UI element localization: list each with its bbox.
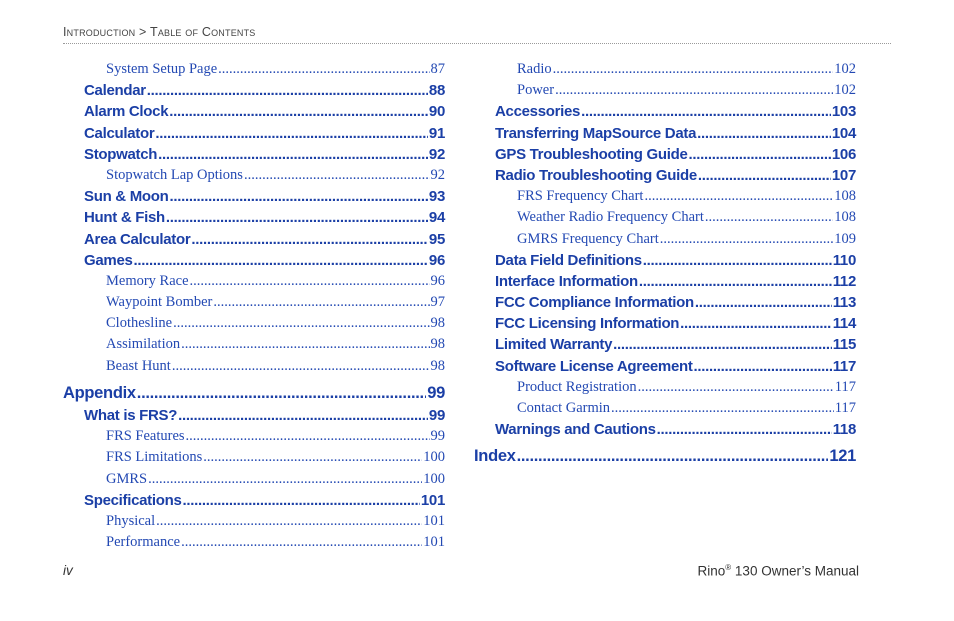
toc-entry[interactable] (495, 165, 856, 186)
toc-entry-page: 87 (430, 61, 445, 77)
toc-entry-page: 94 (428, 209, 445, 227)
toc-entry-title: FRS Frequency Chart (517, 188, 644, 205)
page-number: iv (63, 563, 73, 578)
dot-leader (698, 165, 831, 186)
toc-entry-title: GMRS (106, 470, 148, 487)
toc-entry-page: 109 (834, 230, 856, 247)
toc-entry[interactable] (495, 334, 856, 355)
toc-entry-title: FRS Features (106, 428, 185, 445)
dot-leader (244, 165, 430, 186)
toc-entry-title: Calculator (84, 124, 155, 142)
toc-column-right (474, 59, 856, 468)
toc-entry[interactable] (84, 405, 445, 426)
toc-entry-page: 115 (832, 336, 856, 354)
dot-leader (555, 80, 833, 101)
toc-entry-page: 99 (428, 407, 445, 424)
toc-entry-title: Alarm Clock (84, 103, 169, 121)
toc-entry-title: Appendix (63, 383, 136, 402)
toc-entry-page: 107 (831, 166, 856, 184)
toc-entry-title: Area Calculator (84, 230, 191, 248)
dot-leader (181, 532, 422, 553)
toc-entry-page: 92 (430, 166, 445, 183)
dot-leader (172, 356, 430, 377)
dot-leader (156, 511, 422, 532)
dot-leader (638, 377, 834, 398)
toc-entry-title: Radio (517, 61, 552, 77)
toc-entry[interactable] (84, 334, 445, 355)
dot-leader (694, 356, 832, 377)
toc-entry-page: 101 (420, 491, 445, 509)
toc-entry-title: Stopwatch Lap Options (106, 166, 243, 183)
dot-leader (660, 229, 833, 250)
manual-title (698, 563, 860, 579)
toc-column-left (63, 59, 445, 553)
toc-entry[interactable] (495, 186, 856, 207)
dot-leader (158, 144, 428, 165)
toc-entry[interactable] (84, 101, 445, 122)
toc-entry-title: Calendar (84, 82, 146, 100)
toc-entry-page: 106 (831, 145, 856, 163)
toc-entry-page: 90 (428, 103, 445, 121)
dot-leader (517, 446, 829, 467)
toc-entry-title: Data Field Definitions (495, 251, 642, 269)
dot-leader (644, 186, 833, 207)
toc-entry[interactable] (495, 313, 856, 334)
toc-entry-page: 102 (834, 82, 856, 99)
toc-entry-page: 117 (832, 357, 856, 375)
toc-entry-page: 99 (427, 383, 445, 402)
toc-entry-page: 102 (834, 61, 856, 77)
manual-name: 130 Owner’s Manual (731, 563, 859, 579)
toc-entry-title: FCC Compliance Information (495, 294, 694, 312)
header-divider (63, 43, 891, 44)
dot-leader (181, 334, 429, 355)
toc-entry[interactable] (84, 144, 445, 165)
toc-entry[interactable] (84, 511, 445, 532)
toc-entry[interactable] (495, 59, 856, 80)
dot-leader (134, 250, 428, 271)
toc-entry-title: Games (84, 251, 133, 269)
dot-leader (166, 207, 428, 228)
dot-leader (169, 186, 427, 207)
toc-entry[interactable] (84, 229, 445, 250)
toc-entry[interactable] (84, 356, 445, 377)
toc-entry-page: 101 (423, 512, 445, 529)
dot-leader (581, 101, 831, 122)
toc-entry-page: 113 (832, 294, 856, 312)
dot-leader (186, 426, 430, 447)
toc-entry[interactable] (495, 398, 856, 419)
dot-leader (148, 469, 422, 490)
dot-leader (613, 334, 832, 355)
dot-leader (611, 398, 834, 419)
toc-entry-page: 88 (428, 82, 445, 100)
product-name: Rino (697, 563, 726, 579)
dot-leader (203, 447, 422, 468)
toc-entry-title: Limited Warranty (495, 336, 613, 354)
toc-entry-title: Index (474, 447, 516, 466)
toc-entry-page: 121 (829, 447, 856, 466)
toc-entry[interactable] (84, 426, 445, 447)
toc-entry[interactable] (84, 469, 445, 490)
toc-entry-title: Waypoint Bomber (106, 294, 213, 311)
toc-entry-page: 95 (428, 230, 445, 248)
dot-leader (680, 313, 832, 334)
toc-entry[interactable] (495, 377, 856, 398)
toc-entry-title: What is FRS? (84, 407, 178, 424)
toc-entry-page: 96 (430, 272, 445, 289)
toc-entry[interactable] (495, 271, 856, 292)
toc-entry-title: Performance (106, 534, 181, 551)
toc-entry-page: 104 (831, 124, 856, 142)
toc-entry-title: Warnings and Cautions (495, 421, 656, 439)
toc-entry[interactable] (84, 250, 445, 271)
toc-entry-page: 96 (428, 251, 445, 269)
toc-entry-page: 100 (423, 470, 445, 487)
toc-entry-title: GPS Troubleshooting Guide (495, 145, 688, 163)
toc-entry[interactable] (495, 123, 856, 144)
toc-entry-page: 114 (832, 315, 856, 333)
toc-entry[interactable] (63, 383, 445, 404)
toc-entry-title: GMRS Frequency Chart (517, 230, 659, 247)
toc-entry[interactable] (495, 80, 856, 101)
toc-entry-title: FRS Limitations (106, 449, 203, 466)
breadcrumb: Introduction > Table of Contents (63, 25, 256, 39)
toc-entry[interactable] (495, 229, 856, 250)
toc-entry[interactable] (84, 313, 445, 334)
dot-leader (643, 250, 832, 271)
dot-leader (553, 59, 834, 80)
toc-entry[interactable] (84, 532, 445, 553)
dot-leader (191, 229, 428, 250)
toc-entry-title: Accessories (495, 103, 581, 121)
toc-entry-page: 98 (430, 315, 445, 332)
toc-entry-title: Physical (106, 512, 156, 529)
toc-entry[interactable] (495, 292, 856, 313)
toc-entry-page: 99 (430, 428, 445, 445)
toc-entry-title: Memory Race (106, 272, 189, 289)
toc-entry-title: Interface Information (495, 272, 638, 290)
toc-entry-page: 100 (423, 449, 445, 466)
toc-entry[interactable] (84, 207, 445, 228)
dot-leader (639, 271, 832, 292)
toc-entry-page: 103 (831, 103, 856, 121)
dot-leader (705, 207, 833, 228)
dot-leader (183, 490, 420, 511)
toc-entry-page: 117 (834, 400, 856, 416)
toc-entry-page: 108 (834, 188, 856, 205)
toc-entry-title: Beast Hunt (106, 357, 171, 374)
toc-entry-title: Clothesline (106, 315, 173, 332)
toc-entry-title: FCC Licensing Information (495, 315, 680, 333)
toc-entry[interactable] (84, 292, 445, 313)
toc-entry-page: 101 (423, 534, 445, 551)
toc-entry-page: 118 (832, 421, 856, 439)
dot-leader (178, 405, 428, 426)
dot-leader (213, 292, 429, 313)
toc-entry-title: Radio Troubleshooting Guide (495, 166, 697, 184)
toc-entry-title: Stopwatch (84, 145, 158, 163)
toc-entry-page: 97 (430, 294, 445, 311)
toc-entry[interactable] (84, 186, 445, 207)
toc-entry[interactable] (84, 80, 445, 101)
toc-entry-page: 93 (428, 188, 445, 206)
dot-leader (657, 419, 832, 440)
toc-entry-page: 110 (832, 251, 856, 269)
toc-entry[interactable] (84, 59, 445, 80)
toc-entry[interactable] (495, 144, 856, 165)
toc-entry[interactable] (84, 447, 445, 468)
dot-leader (169, 101, 428, 122)
toc-entry-title: Software License Agreement (495, 357, 693, 375)
toc-entry[interactable] (495, 250, 856, 271)
toc-entry-title: Assimilation (106, 336, 181, 353)
dot-leader (137, 383, 426, 404)
dot-leader (147, 80, 428, 101)
registered-trademark: ® (725, 563, 732, 572)
toc-entry[interactable] (495, 356, 856, 377)
toc-entry-title: Power (517, 82, 555, 99)
toc-entry[interactable] (84, 123, 445, 144)
dot-leader (697, 123, 831, 144)
dot-leader (190, 271, 430, 292)
toc-entry-page: 108 (834, 209, 856, 226)
toc-entry-title: System Setup Page (106, 61, 218, 77)
toc-entry-title: Sun & Moon (84, 188, 169, 206)
toc-entry[interactable] (495, 101, 856, 122)
dot-leader (695, 292, 832, 313)
toc-entry-page: 92 (428, 145, 445, 163)
toc-entry-page: 98 (430, 357, 445, 374)
toc-entry-title: Product Registration (517, 378, 637, 395)
toc-entry[interactable] (495, 419, 856, 440)
dot-leader (173, 313, 429, 334)
toc-entry-page: 91 (428, 124, 445, 142)
toc-entry[interactable] (84, 271, 445, 292)
toc-entry-page: 117 (834, 378, 856, 395)
toc-entry-title: Contact Garmin (517, 400, 611, 416)
dot-leader (218, 59, 429, 80)
toc-entry-page: 112 (832, 272, 856, 290)
toc-entry[interactable] (84, 490, 445, 511)
toc-entry-title: Weather Radio Frequency Chart (517, 209, 704, 226)
toc-entry-title: Transferring MapSource Data (495, 124, 697, 142)
toc-entry-page: 98 (430, 336, 445, 353)
dot-leader (689, 144, 831, 165)
toc-entry-title: Hunt & Fish (84, 209, 165, 227)
dot-leader (155, 123, 428, 144)
toc-entry[interactable] (474, 446, 856, 467)
toc-entry[interactable] (495, 207, 856, 228)
toc-entry-title: Specifications (84, 491, 182, 509)
toc-entry[interactable] (84, 165, 445, 186)
